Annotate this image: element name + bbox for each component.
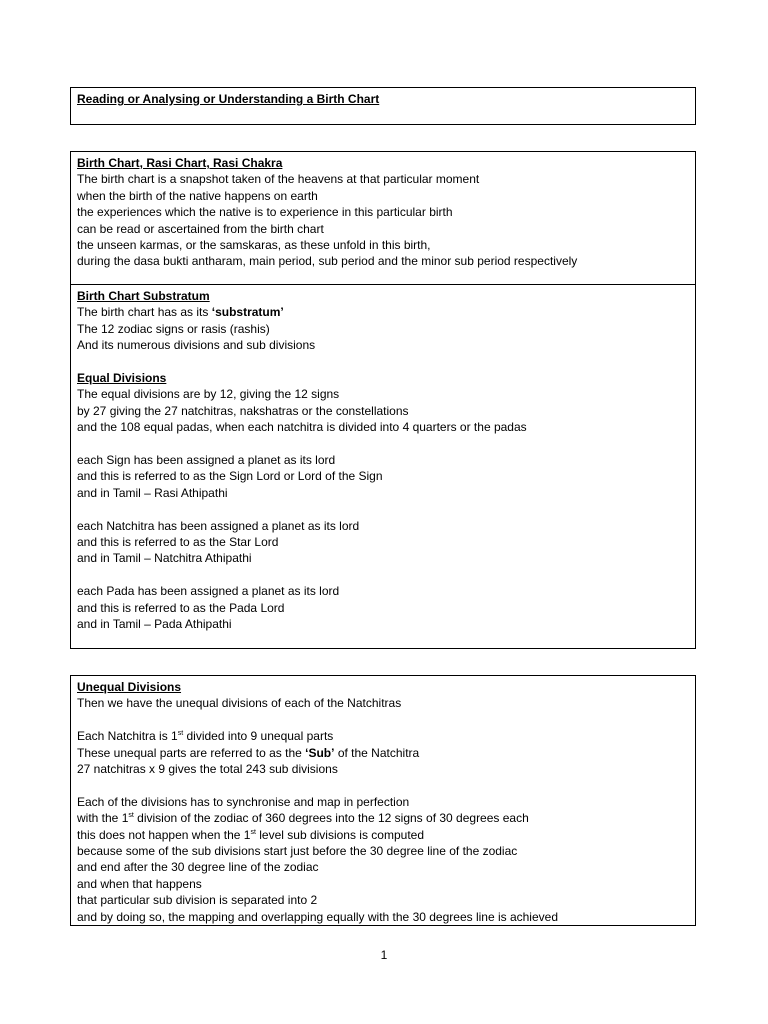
ordinal-suffix: st [250, 828, 256, 836]
body-line: and this is referred to as the Sign Lord or Lord of the Sign [77, 469, 383, 484]
body-line: and the 108 equal padas, when each natchitra is divided into 4 quarters or the padas [77, 420, 527, 435]
body-text: Each Natchitra is 1 [77, 729, 178, 744]
body-line: the experiences which the native is to experience in this particular birth [77, 205, 453, 220]
body-line: and in Tamil – Natchitra Athipathi [77, 551, 252, 566]
body-line [77, 728, 689, 744]
body-line: and this is referred to as the Pada Lord [77, 600, 285, 615]
substratum-term: ‘substratum’ [211, 305, 284, 320]
body-line: each Sign has been assigned a planet as its lord [77, 453, 336, 468]
body-line: each Natchitra has been assigned a planet as its lord [77, 518, 360, 533]
body-line: And its numerous divisions and sub divisions [77, 338, 316, 353]
birth-chart-heading: Birth Chart, Rasi Chart, Rasi Chakra [77, 156, 283, 170]
body-text: division of the zodiac of 360 degrees into the 12 signs of 30 degrees each [133, 811, 529, 826]
body-line: the unseen karmas, or the samskaras, as these unfold in this birth, [77, 238, 431, 253]
body-line: and by doing so, the mapping and overlapping equally with the 30 degrees line is achieved [77, 909, 558, 924]
body-text: divided into 9 unequal parts [183, 729, 334, 744]
body-line: and this is referred to as the Star Lord [77, 535, 279, 550]
sub-term: ‘Sub’ [305, 745, 335, 760]
body-text: this does not happen when the 1 [77, 827, 251, 842]
document-title: Reading or Analysing or Understanding a Birth Chart [77, 92, 380, 106]
body-line [77, 827, 689, 843]
body-line: each Pada has been assigned a planet as its lord [77, 584, 340, 599]
body-line: The equal divisions are by 12, giving the 12 signs [77, 387, 340, 402]
title-box [70, 87, 696, 125]
body-line: Each of the divisions has to synchronise and map in perfection [77, 794, 410, 809]
ordinal-suffix: st [128, 812, 134, 820]
body-line [77, 745, 689, 761]
body-text: of the Natchitra [334, 745, 420, 760]
body-text: These unequal parts are referred to as the [77, 745, 306, 760]
body-line: because some of the sub divisions start just before the 30 degree line of the zodiac [77, 844, 518, 859]
body-line: Then we have the unequal divisions of each of the Natchitras [77, 696, 402, 711]
body-line: The 12 zodiac signs or rasis (rashis) [77, 321, 270, 336]
body-line: that particular sub division is separated into 2 [77, 893, 318, 908]
body-line: when the birth of the native happens on earth [77, 188, 318, 203]
body-text: The birth chart has as its [77, 305, 212, 320]
body-line: 27 natchitras x 9 gives the total 243 sub divisions [77, 762, 338, 777]
substratum-section [70, 284, 696, 649]
unequal-divisions-heading: Unequal Divisions [77, 680, 182, 694]
body-line: and in Tamil – Rasi Athipathi [77, 485, 228, 500]
body-line: and in Tamil – Pada Athipathi [77, 617, 232, 632]
body-text: level sub divisions is computed [255, 827, 425, 842]
body-line: and end after the 30 degree line of the zodiac [77, 860, 319, 875]
body-text: with the 1 [77, 811, 129, 826]
equal-divisions-heading: Equal Divisions [77, 371, 167, 386]
body-line: The birth chart is a snapshot taken of the heavens at that particular moment [77, 172, 480, 187]
body-line [77, 810, 689, 826]
body-line: by 27 giving the 27 natchitras, nakshatras or the constellations [77, 403, 409, 418]
substratum-heading: Birth Chart Substratum [77, 289, 210, 303]
body-line: and when that happens [77, 876, 202, 891]
body-line: can be read or ascertained from the birth chart [77, 221, 324, 236]
unequal-divisions-section [70, 675, 696, 926]
page-number: 1 [380, 948, 388, 962]
birth-chart-section [70, 151, 696, 285]
body-line [77, 304, 689, 320]
body-line: during the dasa bukti antharam, main period, sub period and the minor sub period respectively [77, 254, 578, 269]
ordinal-suffix: st [177, 730, 184, 738]
